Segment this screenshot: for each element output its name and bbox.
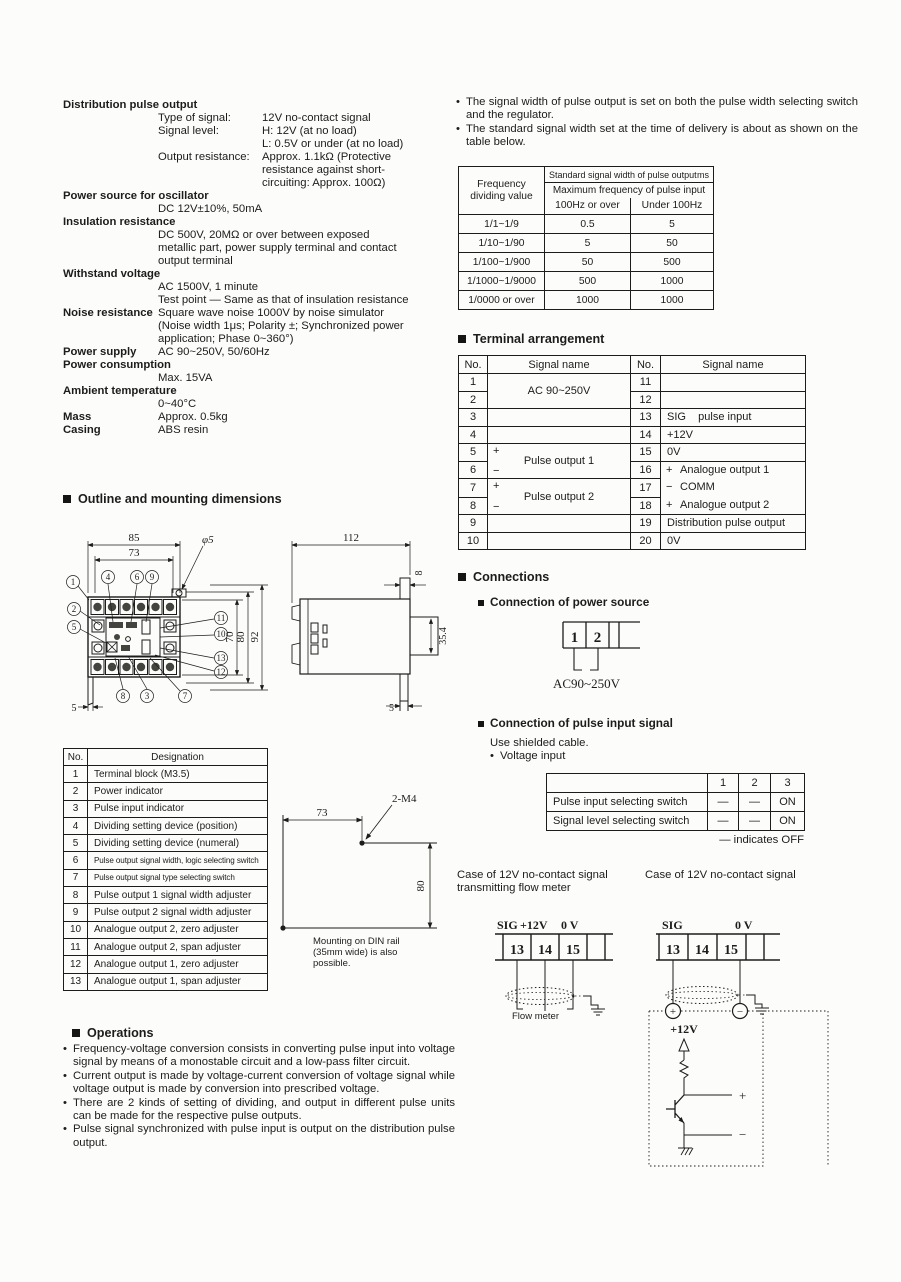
spec-line: Type of signal: 12V no-contact signal — [158, 112, 371, 124]
spec-line: Casing ABS resin — [63, 424, 209, 436]
callout-3: 3 — [144, 691, 150, 701]
terminal-no: 7 — [459, 479, 488, 498]
case1-label: Case of 12V no-contact signal transmitting flow meter — [457, 869, 608, 895]
terminal-no: 1 — [459, 374, 488, 392]
terminal-no: 18 — [631, 497, 661, 515]
callout-9: 9 — [149, 572, 155, 582]
case2-12v-label: +12V — [670, 1022, 698, 1036]
freq-col-header: 100Hz or over — [545, 198, 631, 215]
designation-text: Analogue output 1, span adjuster — [88, 973, 268, 990]
freq-top-header: Standard signal width of pulse output ms — [545, 167, 714, 183]
terminal-signal: AC 90~250V — [488, 374, 631, 409]
power-terminal-1: 1 — [570, 630, 579, 646]
case1-diagram — [465, 912, 640, 1030]
dim-70: 70 — [224, 631, 236, 643]
case2-diagram — [640, 912, 850, 1182]
terminal-signal — [488, 426, 631, 444]
polarity-sign: + — [493, 480, 500, 492]
terminal-no: 4 — [459, 426, 488, 444]
designation-no: 8 — [64, 887, 88, 904]
polarity-sign: + — [666, 498, 673, 511]
switch-corner — [547, 774, 708, 793]
designation-no: 7 — [64, 869, 88, 886]
callout-8: 8 — [120, 691, 126, 701]
operation-bullet: • Current output is made by voltage-current conversion of voltage signal while voltage output is made by conversion into prescribed voltage. — [63, 1070, 455, 1097]
power-source-label: AC90~250V — [553, 676, 620, 691]
callout-10: 10 — [216, 629, 226, 639]
callout-2: 2 — [71, 604, 77, 614]
designation-text: Analogue output 1, zero adjuster — [88, 956, 268, 973]
section-square-icon — [63, 495, 71, 503]
spec-line: Insulation resistance — [63, 216, 176, 228]
spec-line: Test point — Same as that of insulation resistance — [158, 294, 409, 306]
dim-85: 85 — [128, 532, 140, 544]
callout-6: 6 — [134, 572, 140, 582]
switch-value: — — [708, 793, 739, 812]
spec-line: Max. 15VA — [158, 372, 213, 384]
outline-heading: Outline and mounting dimensions — [63, 492, 282, 506]
terminal-no: 16 — [631, 461, 661, 479]
terminal-no: 17 — [631, 479, 661, 498]
designation-text: Power indicator — [88, 783, 268, 800]
polarity-sign: − — [666, 481, 673, 493]
dim-5-front: 5 — [71, 703, 77, 714]
terminal-signal: SIG pulse input — [661, 409, 806, 427]
switch-value: ON — [771, 812, 805, 831]
note-bullet: • The signal width of pulse output is set on both the pulse width selecting switch and the regulator. — [456, 96, 858, 123]
operation-bullet: • Frequency-voltage conversion consists in converting pulse input into voltage signal by means of a monostable circuit and a low-pass filter circuit. — [63, 1043, 455, 1070]
switch-col: 1 — [708, 774, 739, 793]
spec-line: Withstand voltage — [63, 268, 161, 280]
terminal-signal — [488, 532, 631, 550]
case1-terminal-15: 15 — [566, 943, 580, 958]
spec-line: Signal level: H: 12V (at no load) — [158, 125, 357, 137]
terminal-signal: Distribution pulse output — [661, 515, 806, 533]
designation-no: 9 — [64, 904, 88, 921]
connections-heading: Connections — [458, 570, 549, 584]
dim-35-4: 35.4 — [438, 627, 449, 645]
spec-line — [63, 99, 463, 112]
callout-12: 12 — [216, 667, 226, 677]
case1-0v-label: 0 V — [561, 918, 579, 932]
polarity-sign: + — [666, 463, 673, 476]
terminal-signal — [661, 391, 806, 409]
power-source-heading: Connection of power source — [478, 595, 649, 609]
power-source-diagram — [540, 612, 700, 697]
case2-minus-source: − — [736, 1006, 744, 1018]
case2-sig-label: SIG — [662, 918, 683, 932]
designation-no: 6 — [64, 852, 88, 869]
spec-line: Noise resistance Square wave noise 1000V by noise simulator — [63, 307, 385, 319]
dim-80-mount: 80 — [415, 880, 427, 892]
terminal-no: 15 — [631, 444, 661, 462]
polarity-sign: − — [493, 501, 500, 513]
terminal-no: 20 — [631, 532, 661, 550]
designation-no: 12 — [64, 956, 88, 973]
terminal-table — [458, 355, 806, 550]
operation-bullet: • Pulse signal synchronized with pulse input is output on the distribution pulse output. — [63, 1123, 455, 1150]
dim-112: 112 — [342, 532, 360, 544]
spec-label: Distribution pulse output — [63, 99, 198, 111]
designation-no: 3 — [64, 800, 88, 817]
spec-line: Power supply AC 90~250V, 50/60Hz — [63, 346, 270, 358]
din-note-line2: (35mm wide) is also — [313, 947, 398, 958]
spec-line: L: 0.5V or under (at no load) — [262, 138, 404, 150]
dim-hole: φ5 — [202, 534, 214, 546]
col-header: Signal name — [488, 356, 631, 374]
case2-terminal-15: 15 — [724, 943, 738, 958]
designation-text: Pulse output 2 signal width adjuster — [88, 904, 268, 921]
spec-line: metallic part, power supply terminal and contact — [158, 242, 397, 254]
case2-plus-source: + — [669, 1006, 677, 1018]
case2-terminal-14: 14 — [695, 943, 709, 958]
designation-text: Pulse output signal width, logic selecting switch — [88, 852, 268, 869]
switch-value: ON — [771, 793, 805, 812]
case2-0v-label: 0 V — [735, 918, 753, 932]
designation-no: 11 — [64, 938, 88, 955]
din-note-line1: Mounting on DIN rail — [313, 936, 400, 947]
switch-col: 3 — [771, 774, 805, 793]
case2-output-plus: + — [739, 1088, 747, 1103]
spec-line: Power source for oscillator — [63, 190, 209, 202]
dim-80: 80 — [235, 631, 247, 643]
case1-sig-label: SIG — [497, 918, 518, 932]
operations-list — [63, 1043, 455, 1150]
freq-cell: 1/0000 or over — [459, 291, 545, 310]
col-header: Signal name — [661, 356, 806, 374]
terminal-signal — [488, 409, 631, 427]
designation-text: Dividing setting device (numeral) — [88, 835, 268, 852]
designation-no: 10 — [64, 921, 88, 938]
note-bullet: • The standard signal width set at the time of delivery is about as shown on the table below. — [456, 123, 858, 150]
col-header: Designation — [88, 749, 268, 766]
outline-drawing — [60, 515, 460, 735]
polarity-sign: − — [493, 465, 500, 477]
subsection-square-icon — [478, 600, 484, 606]
voltage-input-bullet: • Voltage input — [490, 750, 700, 763]
col-header: No. — [631, 356, 661, 374]
spec-line: output terminal — [158, 255, 233, 267]
spec-line: Mass Approx. 0.5kg — [63, 411, 228, 423]
switch-value: — — [739, 793, 771, 812]
section-square-icon — [458, 573, 466, 581]
spec-list — [63, 99, 463, 437]
freq-cell: 1/10~1/90 — [459, 234, 545, 253]
flow-meter-caption: Flow meter — [512, 1011, 559, 1022]
switch-value: — — [739, 812, 771, 831]
dim-73: 73 — [128, 547, 140, 559]
section-square-icon — [72, 1029, 80, 1037]
power-terminal-2: 2 — [593, 630, 602, 646]
designation-text: Dividing setting device (position) — [88, 817, 268, 834]
spec-line: application; Phase 0~360°) — [158, 333, 294, 345]
freq-corner-header: Frequency dividing value — [459, 167, 545, 215]
case2-label: Case of 12V no-contact signal — [645, 869, 796, 881]
section-square-icon — [458, 335, 466, 343]
freq-col-header: Under 100Hz — [631, 198, 714, 215]
terminal-no: 12 — [631, 391, 661, 409]
freq-cell: 1/1000~1/9000 — [459, 272, 545, 291]
subsection-square-icon — [478, 721, 484, 727]
callout-7: 7 — [182, 691, 188, 701]
designation-no: 5 — [64, 835, 88, 852]
terminal-no: 2 — [459, 391, 488, 409]
terminal-signal: + − Pulse output 1 — [488, 444, 631, 479]
switch-row-label: Pulse input selecting switch — [547, 793, 708, 812]
designation-no: 4 — [64, 817, 88, 834]
polarity-sign: + — [493, 445, 500, 457]
callout-1: 1 — [70, 577, 76, 587]
col-header: No. — [64, 749, 88, 766]
dim-73-mount: 73 — [316, 807, 328, 819]
terminal-arrangement-heading: Terminal arrangement — [458, 332, 604, 346]
switch-col: 2 — [739, 774, 771, 793]
pulse-width-notes — [456, 96, 858, 150]
terminal-signal — [661, 374, 806, 392]
terminal-no: 5 — [459, 444, 488, 462]
spec-line: Power consumption — [63, 359, 171, 371]
spec-line: DC 12V±10%, 50mA — [158, 203, 263, 215]
spec-line: Output resistance: Approx. 1.1kΩ (Protective — [158, 151, 391, 163]
designation-text: Pulse input indicator — [88, 800, 268, 817]
terminal-no: 14 — [631, 426, 661, 444]
terminal-no: 10 — [459, 532, 488, 550]
callout-4: 4 — [105, 572, 111, 582]
terminal-no: 9 — [459, 515, 488, 533]
freq-sub-header: Maximum frequency of pulse input — [545, 183, 714, 198]
freq-cell: 1/1~1/9 — [459, 215, 545, 234]
signal-width-table: Frequency dividing value Standard signal width of pulse output ms Maximum frequency of pulse input 100Hz or over Under 100Hz 1/1~1/9 0.5 5 1/10~1/90 5 50 1/100~1/900 50 500 1/1000~1/9000 500 1000 1/0000 or over 1000 1000 — [458, 166, 714, 310]
terminal-no: 6 — [459, 461, 488, 479]
operation-bullet: • There are 2 kinds of setting of dividing, and output in different pulse units can be made for the respective pulse outputs. — [63, 1097, 455, 1124]
designation-no: 13 — [64, 973, 88, 990]
col-header: No. — [459, 356, 488, 374]
terminal-signal: 0V — [661, 444, 806, 462]
case1-terminal-13: 13 — [510, 943, 524, 958]
terminal-signal-group: + Analogue output 1 − COMM + Analogue output 2 — [661, 461, 806, 515]
case1-terminal-14: 14 — [538, 943, 552, 958]
designation-no: 1 — [64, 766, 88, 783]
case2-terminal-13: 13 — [666, 943, 680, 958]
off-indicator-note: — indicates OFF — [719, 834, 804, 846]
terminal-no: 3 — [459, 409, 488, 427]
terminal-no: 8 — [459, 497, 488, 515]
switch-row-label: Signal level selecting switch — [547, 812, 708, 831]
spec-line: AC 1500V, 1 minute — [158, 281, 259, 293]
designation-table — [63, 748, 268, 991]
spec-line: Ambient temperature — [63, 385, 177, 397]
designation-text: Terminal block (M3.5) — [88, 766, 268, 783]
callout-5: 5 — [71, 622, 77, 632]
designation-text: Analogue output 2, zero adjuster — [88, 921, 268, 938]
terminal-no: 13 — [631, 409, 661, 427]
case1-12v-label: +12V — [520, 918, 548, 932]
callout-13: 13 — [216, 653, 226, 663]
callout-11: 11 — [216, 613, 226, 623]
dim-8: 8 — [414, 570, 425, 576]
dim-5-side: 5 — [389, 703, 394, 714]
mounting-dimension-drawing — [280, 772, 460, 977]
operations-heading: Operations — [63, 1026, 153, 1040]
terminal-signal: 0V — [661, 532, 806, 550]
spec-line: resistance against short- — [262, 164, 386, 176]
spec-line: 0~40°C — [158, 398, 197, 410]
shielded-cable-note: Use shielded cable. — [490, 737, 589, 749]
designation-text: Pulse output signal type selecting switch — [88, 869, 268, 886]
case2-output-minus: − — [739, 1127, 747, 1142]
din-note-line3: possible. — [313, 958, 351, 969]
switch-setting-table — [546, 773, 805, 831]
screw-spec: 2-M4 — [392, 793, 417, 805]
terminal-signal: + − Pulse output 2 — [488, 479, 631, 515]
spec-line: DC 500V, 20MΩ or over between exposed — [158, 229, 370, 241]
designation-no: 2 — [64, 783, 88, 800]
pulse-input-heading: Connection of pulse input signal — [478, 716, 673, 730]
designation-text: Pulse output 1 signal width adjuster — [88, 887, 268, 904]
freq-cell: 1/100~1/900 — [459, 253, 545, 272]
dim-92: 92 — [249, 631, 261, 643]
spec-line: circuiting: Approx. 100Ω) — [262, 177, 386, 189]
switch-value: — — [708, 812, 739, 831]
spec-line: (Noise width 1μs; Polarity ±; Synchronized power — [158, 320, 404, 332]
terminal-signal — [488, 515, 631, 533]
terminal-no: 11 — [631, 374, 661, 392]
terminal-signal: +12V — [661, 426, 806, 444]
terminal-no: 19 — [631, 515, 661, 533]
designation-text: Analogue output 2, span adjuster — [88, 938, 268, 955]
